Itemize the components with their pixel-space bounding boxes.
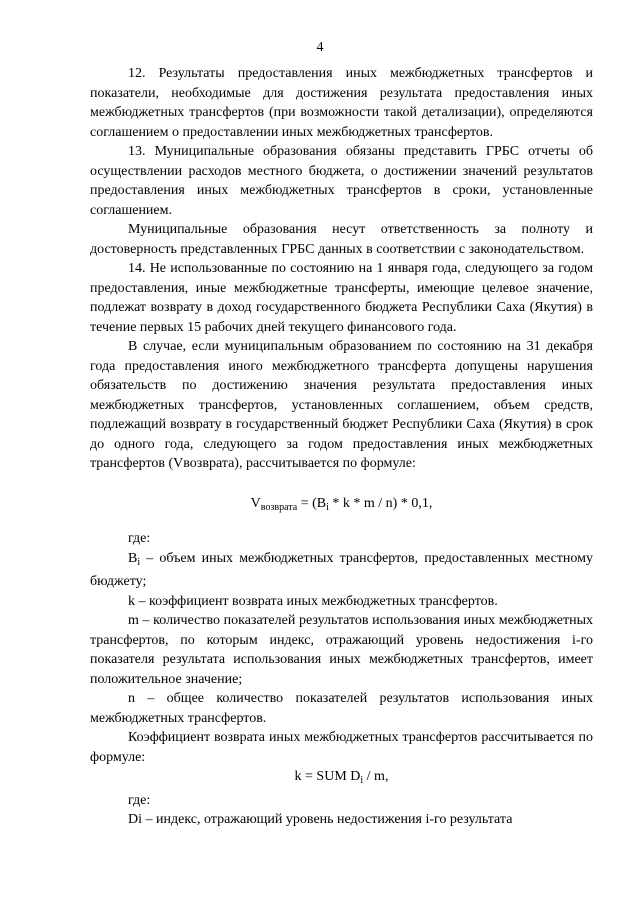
definition-bi-subscript: i xyxy=(137,556,141,568)
formula-1-part2: * k * m / n) * 0,1, xyxy=(328,495,433,511)
formula-2-part2: / m, xyxy=(363,769,389,784)
definition-bi-symbol: B xyxy=(128,550,138,566)
paragraph-14: 14. Не использованные по состоянию на 1 января года, следующего за годом предоставления, иные межбюджетные трансферты, имеющие целевое значение, подлежат возврату в доход государственного бюджета Республики Саха (Якутия) в течение первых 15 рабочих дней текущего финансового года. xyxy=(90,261,593,335)
paragraph-13: 13. Муниципальные образования обязаны представить ГРБС отчеты об осуществлении расходов местного бюджета, о достижении значений результатов предоставления иных межбюджетных трансфертов в сроки, установленные соглашением. xyxy=(90,144,593,218)
where-label-2: где: xyxy=(128,792,151,808)
definition-di: Di – индекс, отражающий уровень недостижения i-го результата xyxy=(128,812,513,827)
coefficient-paragraph: Коэффициент возврата иных межбюджетных трансфертов рассчитывается по формуле: xyxy=(90,730,593,765)
formula-coefficient xyxy=(90,767,593,791)
where-label-1: где: xyxy=(128,531,151,546)
formula-2-part1: k = SUM D xyxy=(294,769,361,784)
formula-1-subscript-i: i xyxy=(326,501,329,513)
definition-k: k – коэффициент возврата иных межбюджетных трансфертов. xyxy=(128,593,498,609)
definition-m: m – количество показателей результатов использования иных межбюджетных трансфертов, по которым индекс, отражающий уровень недостижения i-го показателя результата использования иных межбюджетных трансфертов, имеет положительное значение; xyxy=(90,613,593,687)
definition-bi xyxy=(90,549,593,592)
definition-n: n – общее количество показателей результатов использования иных межбюджетных трансфертов. xyxy=(90,691,593,726)
formula-1-symbol: V xyxy=(250,495,261,511)
document-body xyxy=(90,64,593,830)
formula-1-subscript: возврата xyxy=(260,501,298,513)
paragraph-12: 12. Результаты предоставления иных межбюджетных трансфертов и показатели, необходимые для достижения результата предоставления иных межбюджетных трансфертов (при возможности такой детализации), определяются соглашением о предоставлении иных межбюджетных трансфертов. xyxy=(90,66,593,140)
formula-2-subscript-i: i xyxy=(360,775,364,786)
page-number: 4 xyxy=(316,40,324,55)
paragraph-14-violation: В случае, если муниципальным образованием по состоянию на 31 декабря года предоставления иного межбюджетного трансферта допущены нарушения обязательств по достижению значения результата предоставления иных межбюджетных трансфертов, установленных соглашением, объем средств, подлежащий возврату в государственный бюджет Республики Саха (Якутия) в срок до одного года, следующего за годом предоставления иных межбюджетных трансфертов (Vвозврата), рассчитывается по формуле: xyxy=(90,339,593,471)
formula-return-volume xyxy=(90,494,593,518)
formula-1-part1: = (B xyxy=(297,495,327,511)
paragraph-13-responsibility: Муниципальные образования несут ответственность за полноту и достоверность представленных ГРБС данных в соответствии с законодательством. xyxy=(90,222,593,257)
definition-bi-text: – объем иных межбюджетных трансфертов, предоставленных местному бюджету; xyxy=(90,550,593,589)
